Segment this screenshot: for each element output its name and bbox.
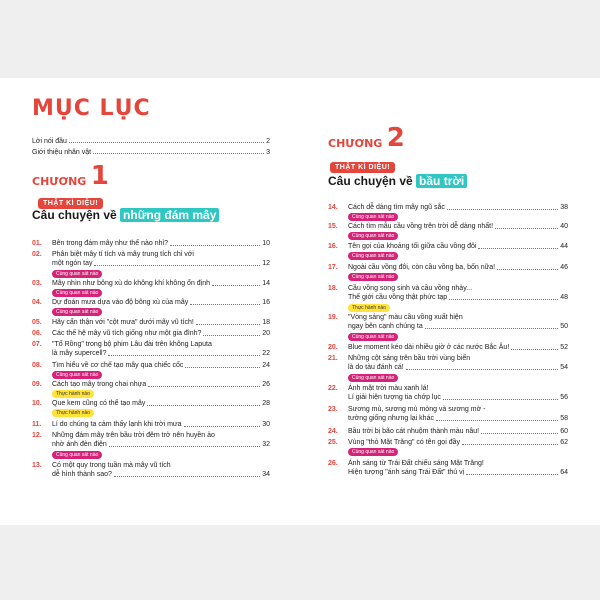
observe-tag: Cùng quan sát nào	[348, 333, 398, 341]
entry-number: 11.	[32, 421, 42, 428]
entry-number: 22.	[328, 385, 338, 392]
observe-tag: Cùng quan sát nào	[52, 308, 102, 316]
observe-tag: Cùng quan sát nào	[348, 448, 398, 456]
toc-entry[interactable]	[32, 399, 270, 408]
entry-title: Tìm hiểu về cơ chế tạo mây qua chiếc cốc	[52, 362, 184, 369]
entry-page: 12	[262, 260, 270, 267]
observe-tag: Cùng quan sát nào	[348, 232, 398, 240]
chapter-number: 2	[386, 123, 405, 153]
toc-entry[interactable]	[32, 239, 270, 248]
entry-title: Ngoài cầu vồng đôi, còn cầu vồng ba, bốn nữa!	[348, 264, 496, 271]
entry-title: Phân biệt mây tí tích và mây trung tích chỉ với	[52, 251, 194, 258]
entry-page: 24	[262, 362, 270, 369]
entry-title: Lí do chúng ta cảm thấy lạnh khi trời mưa	[52, 421, 182, 428]
entry-number: 08.	[32, 362, 42, 369]
entry-number: 10.	[32, 400, 42, 407]
entry-page: 52	[560, 344, 568, 351]
entry-number: 21.	[328, 355, 338, 362]
entry-title: Ánh mặt trời màu xanh lá!	[348, 385, 429, 392]
entry-number: 23.	[328, 406, 338, 413]
toc-entry[interactable]	[32, 250, 270, 268]
chapter-2-subtitle	[328, 174, 467, 188]
entry-title: Những cột sáng trên bầu trời vùng biển	[348, 355, 471, 362]
toc-entry[interactable]	[328, 203, 568, 212]
entry-page: 46	[560, 264, 568, 271]
observe-tag: Cùng quan sát nào	[348, 213, 398, 221]
subtitle-prefix: Câu chuyện về	[32, 208, 121, 222]
entry-number: 07.	[32, 341, 42, 348]
toc-page	[0, 78, 600, 525]
toc-entry[interactable]	[32, 329, 270, 338]
entry-title-cont: là do tàu đánh cá!	[348, 364, 404, 371]
entry-page: 64	[560, 469, 568, 476]
entry-title: Sương mù, sương mù mỏng và sương mờ -	[348, 406, 486, 413]
toc-entry[interactable]	[328, 263, 568, 272]
entry-page: 32	[262, 441, 270, 448]
observe-tag: Cùng quan sát nào	[52, 371, 102, 379]
entry-number: 04.	[32, 299, 42, 306]
prelim-label: Lời nói đầu	[32, 138, 67, 145]
toc-entry[interactable]	[32, 298, 270, 307]
entry-title: Các thế hệ mây vũ tích giống như một gia đình?	[52, 330, 202, 337]
toc-entry[interactable]	[328, 284, 568, 302]
entry-number: 26.	[328, 460, 338, 467]
entry-page: 54	[560, 364, 568, 371]
observe-tag: Cùng quan sát nào	[348, 273, 398, 281]
toc-entry[interactable]	[32, 361, 270, 370]
entry-number: 01.	[32, 240, 42, 247]
entry-page: 38	[560, 204, 568, 211]
entry-title-cont: nhờ ánh đèn điện	[52, 441, 107, 448]
entry-page: 10	[262, 240, 270, 247]
prelim-page: 3	[266, 149, 270, 156]
entry-number: 09.	[32, 381, 42, 388]
entry-number: 14.	[328, 204, 338, 211]
entry-title: Cách dễ dàng tìm mây ngũ sắc	[348, 204, 445, 211]
entry-number: 12.	[32, 432, 42, 439]
entry-title-cont: Thế giới cầu vồng thật phức tạp	[348, 294, 448, 301]
observe-tag: Cùng quan sát nào	[52, 289, 102, 297]
observe-tag: Cùng quan sát nào	[52, 270, 102, 278]
entry-number: 02.	[32, 251, 42, 258]
observe-tag: Cùng quan sát nào	[348, 374, 398, 382]
entry-title: Cách tìm mẫu cầu vồng trên trời dễ dàng nhất!	[348, 223, 494, 230]
toc-entry[interactable]	[32, 461, 270, 479]
prelim-item[interactable]	[32, 138, 270, 145]
entry-number: 18.	[328, 285, 338, 292]
entry-title: Bầu trời bị bão cát nhuộm thành màu nâu!	[348, 428, 480, 435]
entry-title: "Vòng sáng" màu cầu vồng xuất hiện	[348, 314, 463, 321]
entry-number: 03.	[32, 280, 42, 287]
entry-title: Cầu vồng song sinh và cầu vồng nhảy...	[348, 285, 473, 292]
toc-entry[interactable]	[328, 405, 568, 423]
prelim-page: 2	[266, 138, 270, 145]
page-title: MỤC LỤC	[32, 96, 151, 121]
entry-title: Dự đoán mưa dựa vào độ bông xù của mây	[52, 299, 189, 306]
entry-title: Mây nhìn như bông xù do không khí không ổn định	[52, 280, 211, 287]
chapter-1-subtitle	[32, 208, 219, 222]
subtitle-highlight: những đám mây	[120, 208, 219, 222]
toc-entry[interactable]	[32, 380, 270, 389]
entry-title: Tên gọi của khoảng tối giữa cầu vồng đôi	[348, 243, 477, 250]
entry-number: 20.	[328, 344, 338, 351]
entry-title: Có một quy trong tuần mà mây vũ tích	[52, 462, 171, 469]
toc-entry[interactable]	[328, 354, 568, 372]
practice-tag: Thực hành nào	[52, 390, 94, 398]
entry-title: Hãy cẩn thận với "cột mưa" dưới mây vũ tích!	[52, 319, 194, 326]
entry-title-cont: một ngón tay	[52, 260, 93, 267]
entry-number: 24.	[328, 428, 338, 435]
entry-page: 14	[262, 280, 270, 287]
entry-title-cont: Hiện tượng "ánh sáng Trái Đất" thú vị	[348, 469, 465, 476]
toc-entry[interactable]	[328, 242, 568, 251]
entry-page: 28	[262, 400, 270, 407]
entry-number: 19.	[328, 314, 338, 321]
entry-title: Những đám mây trên bầu trời đêm trở nên huyền ảo	[52, 432, 215, 439]
toc-entry[interactable]	[32, 420, 270, 429]
entry-page: 40	[560, 223, 568, 230]
toc-entry[interactable]	[32, 318, 270, 327]
chapter-word: CHƯƠNG	[328, 137, 383, 150]
entry-page: 34	[262, 471, 270, 478]
entry-title-cont: tưởng giống nhưng lại khác	[348, 415, 434, 422]
entry-title: Que kem cũng có thể tạo mây	[52, 400, 146, 407]
chapter-badge: THẬT KÌ DIỆU!	[38, 198, 103, 209]
toc-entry[interactable]	[328, 427, 568, 436]
entry-number: 06.	[32, 330, 42, 337]
entry-title-cont: ngay bên cạnh chúng ta	[348, 323, 423, 330]
toc-entry[interactable]	[328, 222, 568, 231]
entry-page: 60	[560, 428, 568, 435]
entry-page: 44	[560, 243, 568, 250]
entry-number: 16.	[328, 243, 338, 250]
entry-page: 22	[262, 350, 270, 357]
prelim-label: Giới thiệu nhân vật	[32, 149, 92, 156]
entry-title: Cách tạo mây trong chai nhựa	[52, 381, 147, 388]
observe-tag: Cùng quan sát nào	[52, 451, 102, 459]
observe-tag: Cùng quan sát nào	[348, 252, 398, 260]
entry-number: 25.	[328, 439, 338, 446]
toc-entry[interactable]	[32, 340, 270, 358]
practice-tag: Thực hành nào	[348, 304, 390, 312]
entry-page: 56	[560, 394, 568, 401]
chapter-word: CHƯƠNG	[32, 175, 87, 188]
entry-title: "Tổ Rồng" trong bộ phim Lâu đài trên không Laputa	[52, 341, 212, 348]
entry-number: 05.	[32, 319, 42, 326]
prelim-item[interactable]	[32, 149, 270, 156]
chapter-1-header	[32, 161, 109, 191]
entry-number: 13.	[32, 462, 42, 469]
entry-title-cont: là mây supercell?	[52, 350, 107, 357]
entry-page: 50	[560, 323, 568, 330]
practice-tag: Thực hành nào	[52, 409, 94, 417]
entry-page: 48	[560, 294, 568, 301]
toc-entry[interactable]	[328, 343, 568, 352]
entry-title: Blue moment kéo dài nhiều giờ ở các nước Bắc Âu!	[348, 344, 510, 351]
toc-entry[interactable]	[328, 384, 568, 402]
toc-entry[interactable]	[32, 279, 270, 288]
toc-entry[interactable]	[32, 431, 270, 449]
entry-page: 20	[262, 330, 270, 337]
chapter-2-header	[328, 123, 405, 153]
entry-page: 62	[560, 439, 568, 446]
subtitle-highlight: bầu trời	[416, 174, 467, 188]
chapter-number: 1	[90, 161, 109, 191]
entry-page: 30	[262, 421, 270, 428]
entry-number: 15.	[328, 223, 338, 230]
entry-title: Vùng "thỏ Mặt Trăng" có tên gọi đầy	[348, 439, 460, 446]
toc-entry[interactable]	[328, 459, 568, 477]
toc-entry[interactable]	[328, 313, 568, 331]
entry-page: 16	[262, 299, 270, 306]
subtitle-prefix: Câu chuyện về	[328, 174, 417, 188]
entry-title: Bên trong đám mây như thế nào nhỉ?	[52, 240, 168, 247]
entry-title: Ánh sáng từ Trái Đất chiếu sáng Mặt Trăng!	[348, 460, 484, 467]
entry-title-cont: Lí giải hiện tượng tia chớp lục	[348, 394, 441, 401]
entry-page: 26	[262, 381, 270, 388]
toc-entry[interactable]	[328, 438, 568, 447]
entry-number: 17.	[328, 264, 338, 271]
entry-title-cont: dễ hình thành sao?	[52, 471, 112, 478]
entry-page: 58	[560, 415, 568, 422]
chapter-badge: THẬT KÌ DIỆU!	[330, 162, 395, 173]
entry-page: 18	[262, 319, 270, 326]
